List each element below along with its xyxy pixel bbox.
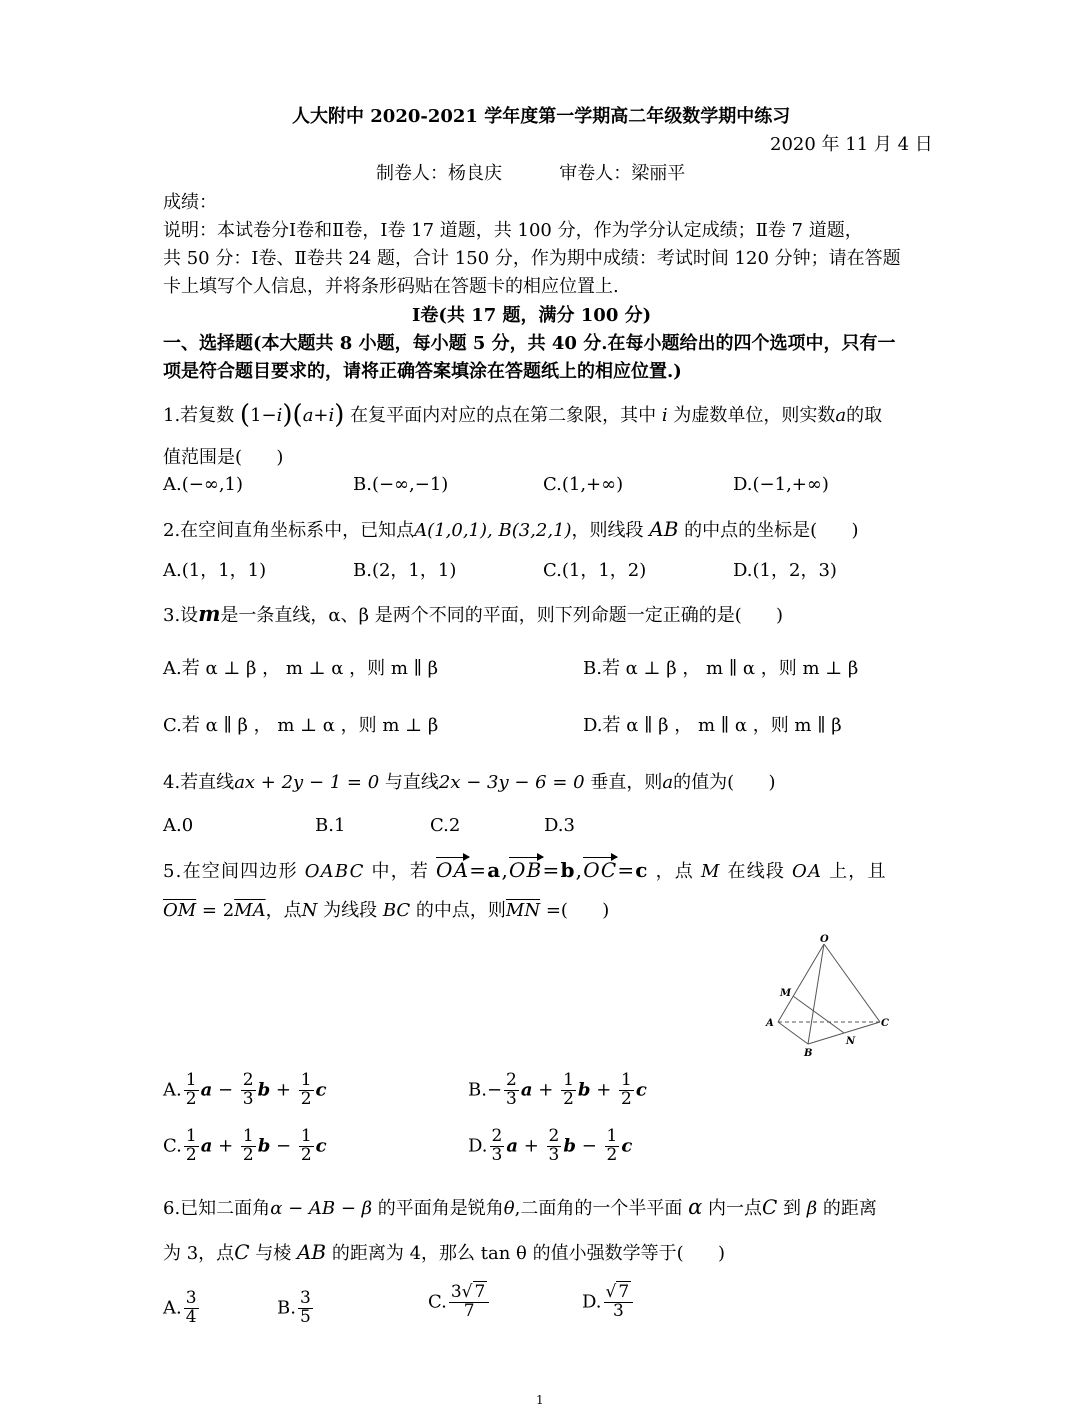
q3-option-a: A.若 α ⊥ β ， m ⊥ α ，则 m ∥ β	[163, 658, 439, 679]
q3-option-d: D.若 α ∥ β ， m ∥ α ，则 m ∥ β	[583, 715, 842, 736]
exam-date: 2020 年 11 月 4 日	[770, 134, 933, 155]
question-1: 1.若复数 (1−i)(a+i) 在复平面内对应的点在第二象限，其中 i 为虚数单位，则实数a的取	[163, 400, 883, 430]
edge-ob	[808, 944, 824, 1044]
score-label: 成绩：	[163, 192, 217, 213]
author-line: 制卷人：杨良庆 审卷人：梁丽平	[376, 163, 686, 184]
page-number: 1	[536, 1393, 544, 1407]
note-line-2: 共 50 分：Ⅰ卷、Ⅱ卷共 24 题，合计 150 分，作为期中成绩：考试时间 120 分钟；请在答题	[163, 248, 901, 269]
section-line-2: 项是符合题目要求的，请将正确答案填涂在答题纸上的相应位置.)	[163, 361, 682, 382]
q6-option-c: C. $\frac{3√ 7}{7}$	[428, 1284, 491, 1321]
q6-option-d: D. $\frac{√ 7}{3}$	[582, 1284, 635, 1321]
q1-line-2: 值范围是( )	[163, 447, 284, 468]
q2-option-d: D.(1，2，3)	[733, 560, 837, 581]
q5-line-2: $\overline{OM} = 2\overline{MA}$，点N 为线段 BC 的中点，则$\overline{MN}$ =( )	[163, 900, 610, 921]
edge-oc	[824, 944, 880, 1022]
q6-option-a: A. $\frac{3}{4}$	[163, 1288, 197, 1327]
q4-option-c: C.2	[430, 815, 461, 836]
q1-formula: (1−i)(a+i)	[239, 400, 345, 430]
label-o: O	[820, 934, 829, 945]
q2-option-c: C.(1，1，2)	[543, 560, 647, 581]
q5-vectors: OA=a,OB=b,OC=c	[436, 858, 649, 882]
q2-option-b: B.(2，1，1)	[353, 560, 457, 581]
q3-option-b: B.若 α ⊥ β ， m ∥ α ，则 m ⊥ β	[583, 658, 859, 679]
question-2: 2.在空间直角坐标系中，已知点A(1,0,1), B(3,2,1)，则线段 AB 的中点的坐标是( )	[163, 517, 859, 541]
q1-option-b: B.(−∞,−1)	[353, 474, 449, 495]
q6-option-b: B. $\frac{3}{5}$	[277, 1288, 311, 1327]
question-6: 6.已知二面角α − AB − β 的平面角是锐角θ,二面角的一个半平面 α 内一点C 到 β 的距离	[163, 1195, 877, 1219]
note-line-3: 卡上填写个人信息，并将条形码贴在答题卡的相应位置上.	[163, 276, 619, 297]
q4-option-a: A.0	[163, 815, 194, 836]
q5-option-d: D. $\frac{2}{3}$ a + $\frac{2}{3}$ b − $\frac{1}{2}$ c	[468, 1126, 633, 1165]
q4-option-b: B.1	[315, 815, 346, 836]
tetrahedron-figure	[760, 932, 900, 1062]
note-line-1: 说明：本试卷分Ⅰ卷和Ⅱ卷，Ⅰ卷 17 道题，共 100 分，作为学分认定成绩；Ⅱ卷 7 道题，	[163, 220, 863, 241]
q1-option-a: A.(−∞,1)	[163, 474, 244, 495]
question-4: 4.若直线ax + 2y − 1 = 0 与直线2x − 3y − 6 = 0 垂直，则a的值为( )	[163, 772, 776, 793]
edge-oa	[778, 944, 824, 1022]
label-c: C	[881, 1018, 889, 1029]
question-5: 5.在空间四边形 OABC 中，若 OA=a,OB=b,OC=c ，点 M 在线段 OA 上，且	[163, 858, 887, 882]
exam-title: 人大附中 2020-2021 学年度第一学期高二年级数学期中练习	[292, 106, 791, 127]
q1-option-d: D.(−1,+∞)	[733, 474, 829, 495]
segment-mn	[793, 996, 844, 1033]
q2-option-a: A.(1，1，1)	[163, 560, 267, 581]
part1-heading: Ⅰ卷(共 17 题，满分 100 分)	[412, 305, 652, 326]
q6-line-2: 为 3，点C 与棱 AB 的距离为 4，那么 tan θ 的值小强数学等于( )	[163, 1240, 725, 1264]
edge-ab	[778, 1022, 808, 1044]
label-n: N	[846, 1036, 856, 1047]
q5-option-a: A. $\frac{1}{2}$ a − $\frac{2}{3}$ b + $\frac{1}{2}$ c	[163, 1070, 327, 1109]
q5-option-c: C. $\frac{1}{2}$ a + $\frac{1}{2}$ b − $\frac{1}{2}$ c	[163, 1126, 327, 1165]
q1-option-c: C.(1,+∞)	[543, 474, 624, 495]
q5-om-eq: $\overline{OM} = 2\overline{MA}$	[163, 900, 266, 921]
label-b: B	[804, 1048, 813, 1059]
q4-option-d: D.3	[544, 815, 575, 836]
q5-option-b: B.− $\frac{2}{3}$ a + $\frac{1}{2}$ b + $\frac{1}{2}$ c	[468, 1070, 647, 1109]
section-line-1: 一、选择题(本大题共 8 小题，每小题 5 分，共 40 分.在每小题给出的四个选项中，只有一	[163, 333, 896, 354]
label-a: A	[766, 1018, 774, 1029]
q3-option-c: C.若 α ∥ β ， m ⊥ α ，则 m ⊥ β	[163, 715, 439, 736]
label-m: M	[780, 988, 792, 999]
question-3: 3.设m是一条直线，α、β 是两个不同的平面，则下列命题一定正确的是( )	[163, 601, 784, 626]
